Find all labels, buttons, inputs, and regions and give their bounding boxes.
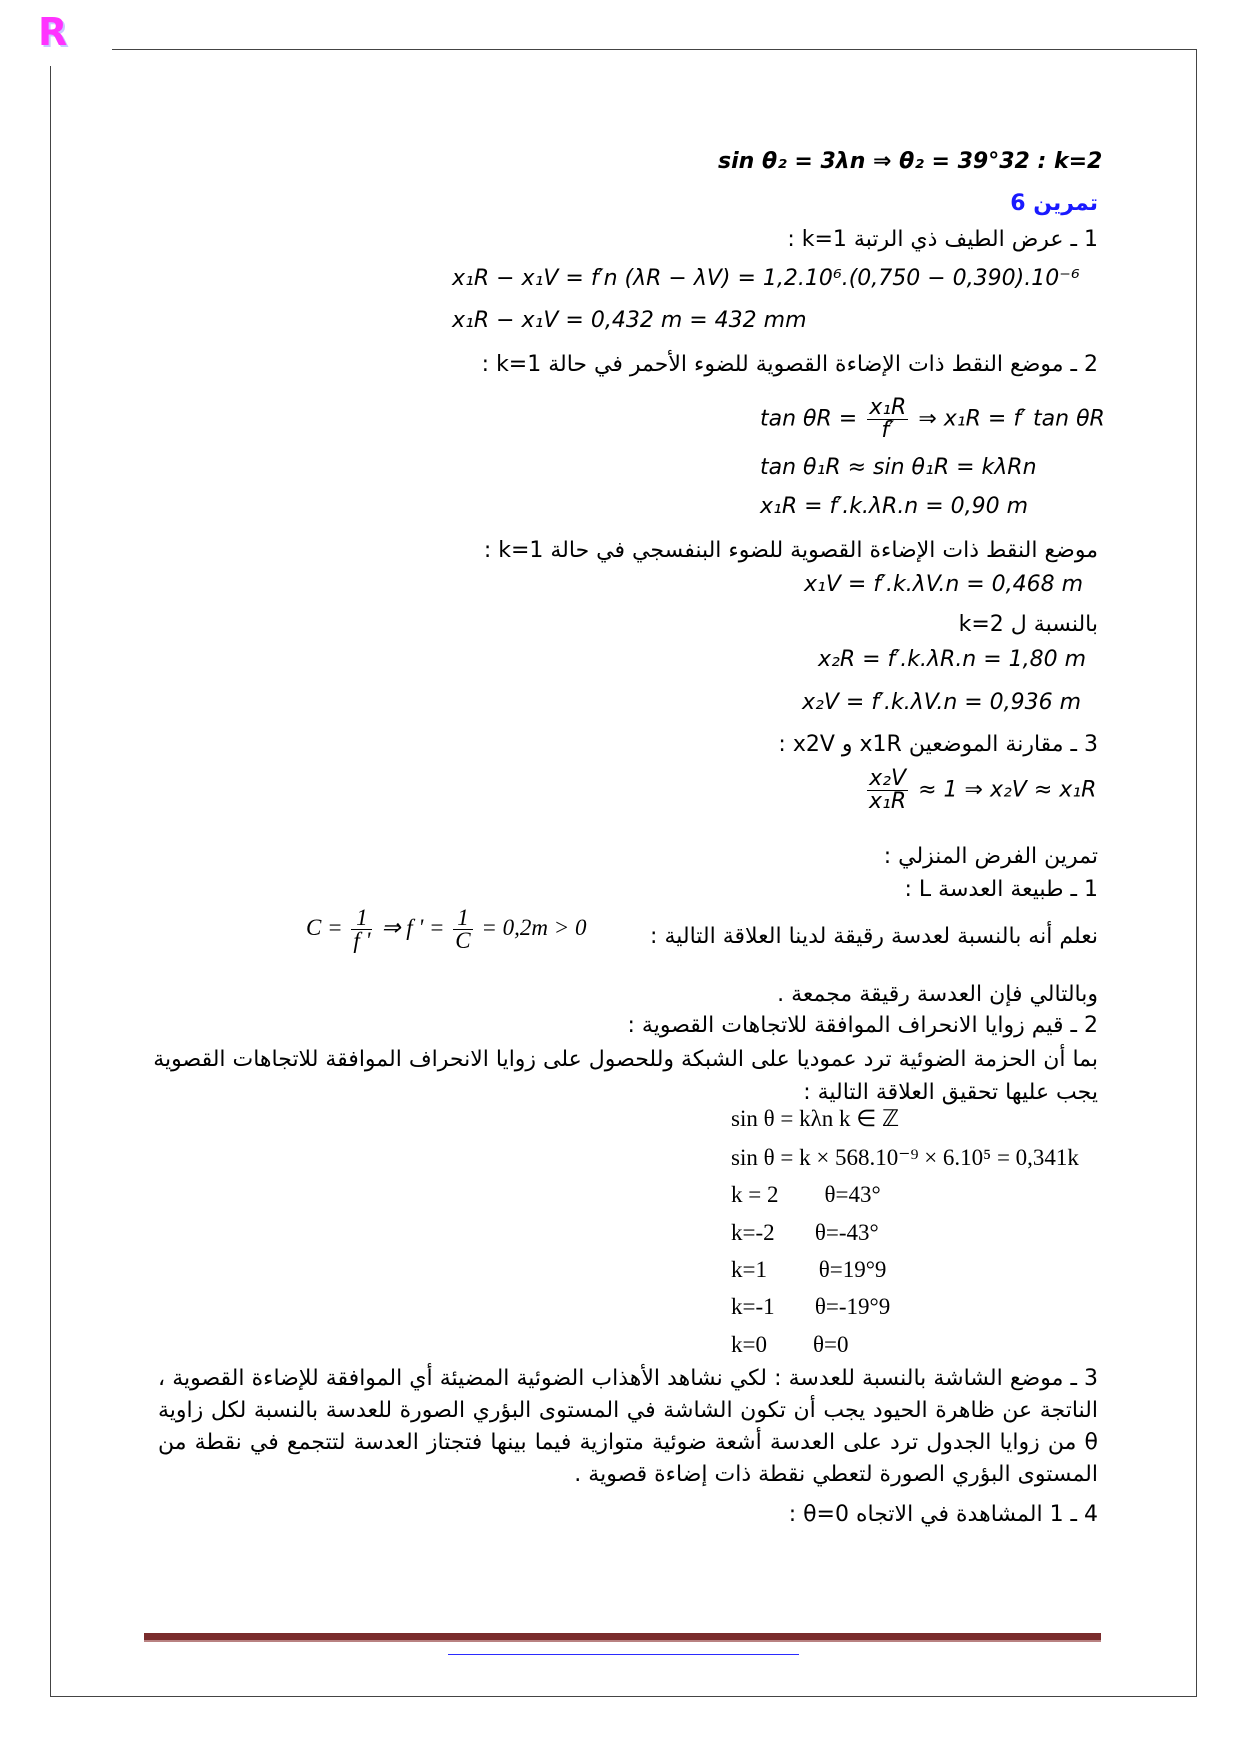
equation-x2v: x₂V = f′.k.λV.n = 0,936 m (802, 690, 1082, 715)
equation-grating-numeric: sin θ = k × 568.10⁻⁹ × 6.10⁵ = 0,341k (731, 1145, 1079, 1170)
conclusion-converging: وبالتالي فإن العدسة رقيقة مجمعة . (777, 982, 1098, 1007)
exercise-6-title: تمرين 6 (1010, 191, 1098, 216)
page-border-top (112, 49, 1197, 50)
footer-link-underline[interactable] (448, 1654, 799, 1655)
fraction: $\frac{\text{x₂V}}{\text{x₁R}}$ (869, 766, 907, 814)
violet-maxima-heading: موضع النقط ذات الإضاءة القصوية للضوء البنفسجي في حالة k=1 : (483, 538, 1098, 563)
item-3-compare: 3 ـ مقارنة الموضعين x1R و x2V : (778, 732, 1098, 757)
equation-tan-approx: tan θ₁R ≈ sin θ₁R = kλRn (760, 455, 1037, 480)
equation-width-2: x₁R − x₁V = 0,432 m = 432 mm (452, 308, 807, 333)
equation-width-1: x₁R − x₁V = f′n (λR − λV) = 1,2.10⁶.(0,750 − 0,390).10⁻⁶ (452, 266, 1080, 291)
fraction: $\frac{1}{f '}$ (353, 905, 371, 953)
screen-position-paragraph: 3 ـ موضع الشاشة بالنسبة للعدسة : لكي نشاهد الأهذاب الضوئية المضيئة أي الموافقة للإضاءة القصوية ، الناتجة عن ظاهرة الحيود يجب أن تكون الشاشة في المستوى البؤري الصورة للعدسة بالنسبة لكل زاوية θ من زوايا الجدول ترد على العدسة أشعة ضوئية متوازية فيما بينها فتجتاز العدسة لتتجمع في نقطة من المستوى البؤري الصورة لتعطي نقطة ذات إضاءة قصوية . (158, 1366, 1098, 1487)
item-1-spectrum-width: 1 ـ عرض الطيف ذي الرتبة k=1 : (787, 227, 1098, 252)
footer-rule (144, 1633, 1101, 1642)
equation-vergence: C = $\frac{1}{f '}$ ⇒ f ' = $\frac{1}{C}$ = 0,2m > 0 (306, 905, 587, 953)
homework-title: تمرين الفرض المنزلي : (883, 844, 1098, 869)
page-border-left (50, 66, 51, 1696)
angle-row: k=-2 θ=-43° (731, 1220, 879, 1245)
angle-row: k=-1 θ=-19°9 (731, 1294, 891, 1319)
angle-row: k=1 θ=19°9 (731, 1257, 887, 1282)
equation-grating: sin θ = kλn k ∈ ℤ (731, 1106, 900, 1131)
angle-row: k=0 θ=0 (731, 1332, 849, 1357)
k2-heading: بالنسبة ل k=2 (958, 612, 1098, 637)
equation-x2r: x₂R = f′.k.λR.n = 1,80 m (818, 647, 1087, 672)
fraction: $\frac{1}{C}$ (455, 905, 471, 953)
page-border-right (1196, 49, 1197, 1696)
item-4-observation: 4 ـ 1 المشاهدة في الاتجاه θ=0 : (788, 1502, 1098, 1527)
fraction: $\frac{\text{x₁R}}{f'}$ (869, 395, 907, 443)
equation-tan-theta-r: tan θR = $\frac{\text{x₁R}}{f'}$ ⇒ x₁R = f′ tan θR (760, 395, 1105, 443)
lens-relation-text: نعلم أنه بالنسبة لعدسة رقيقة لدينا العلاقة التالية : (650, 924, 1098, 949)
angle-row: k = 2 θ=43° (731, 1182, 881, 1207)
logo: R (38, 10, 68, 54)
equation-ratio: $\frac{\text{x₂V}}{\text{x₁R}}$ ≈ 1 ⇒ x₂V ≈ x₁R (869, 766, 1097, 814)
equation-x1v: x₁V = f′.k.λV.n = 0,468 m (804, 572, 1084, 597)
page-border-bottom (50, 1696, 1197, 1697)
equation-x1r: x₁R = f′.k.λR.n = 0,90 m (760, 494, 1029, 519)
item-2-red-maxima: 2 ـ موضع النقط ذات الإضاءة القصوية للضوء الأحمر في حالة k=1 : (481, 352, 1098, 377)
item-1-lens-nature: 1 ـ طبيعة العدسة L : (904, 877, 1098, 902)
item-2-deviation-angles: 2 ـ قيم زوايا الانحراف الموافقة للاتجاهات القصوية : (627, 1013, 1098, 1038)
equation-sin-theta2: sin θ₂ = 3λn ⇒ θ₂ = 39°32 : k=2 (718, 149, 1103, 174)
deviation-paragraph: بما أن الحزمة الضوئية ترد عموديا على الشبكة وللحصول على زوايا الانحراف الموافقة للاتجاهات القصوية يجب عليها تحقيق العلاقة التالية : (153, 1047, 1098, 1105)
